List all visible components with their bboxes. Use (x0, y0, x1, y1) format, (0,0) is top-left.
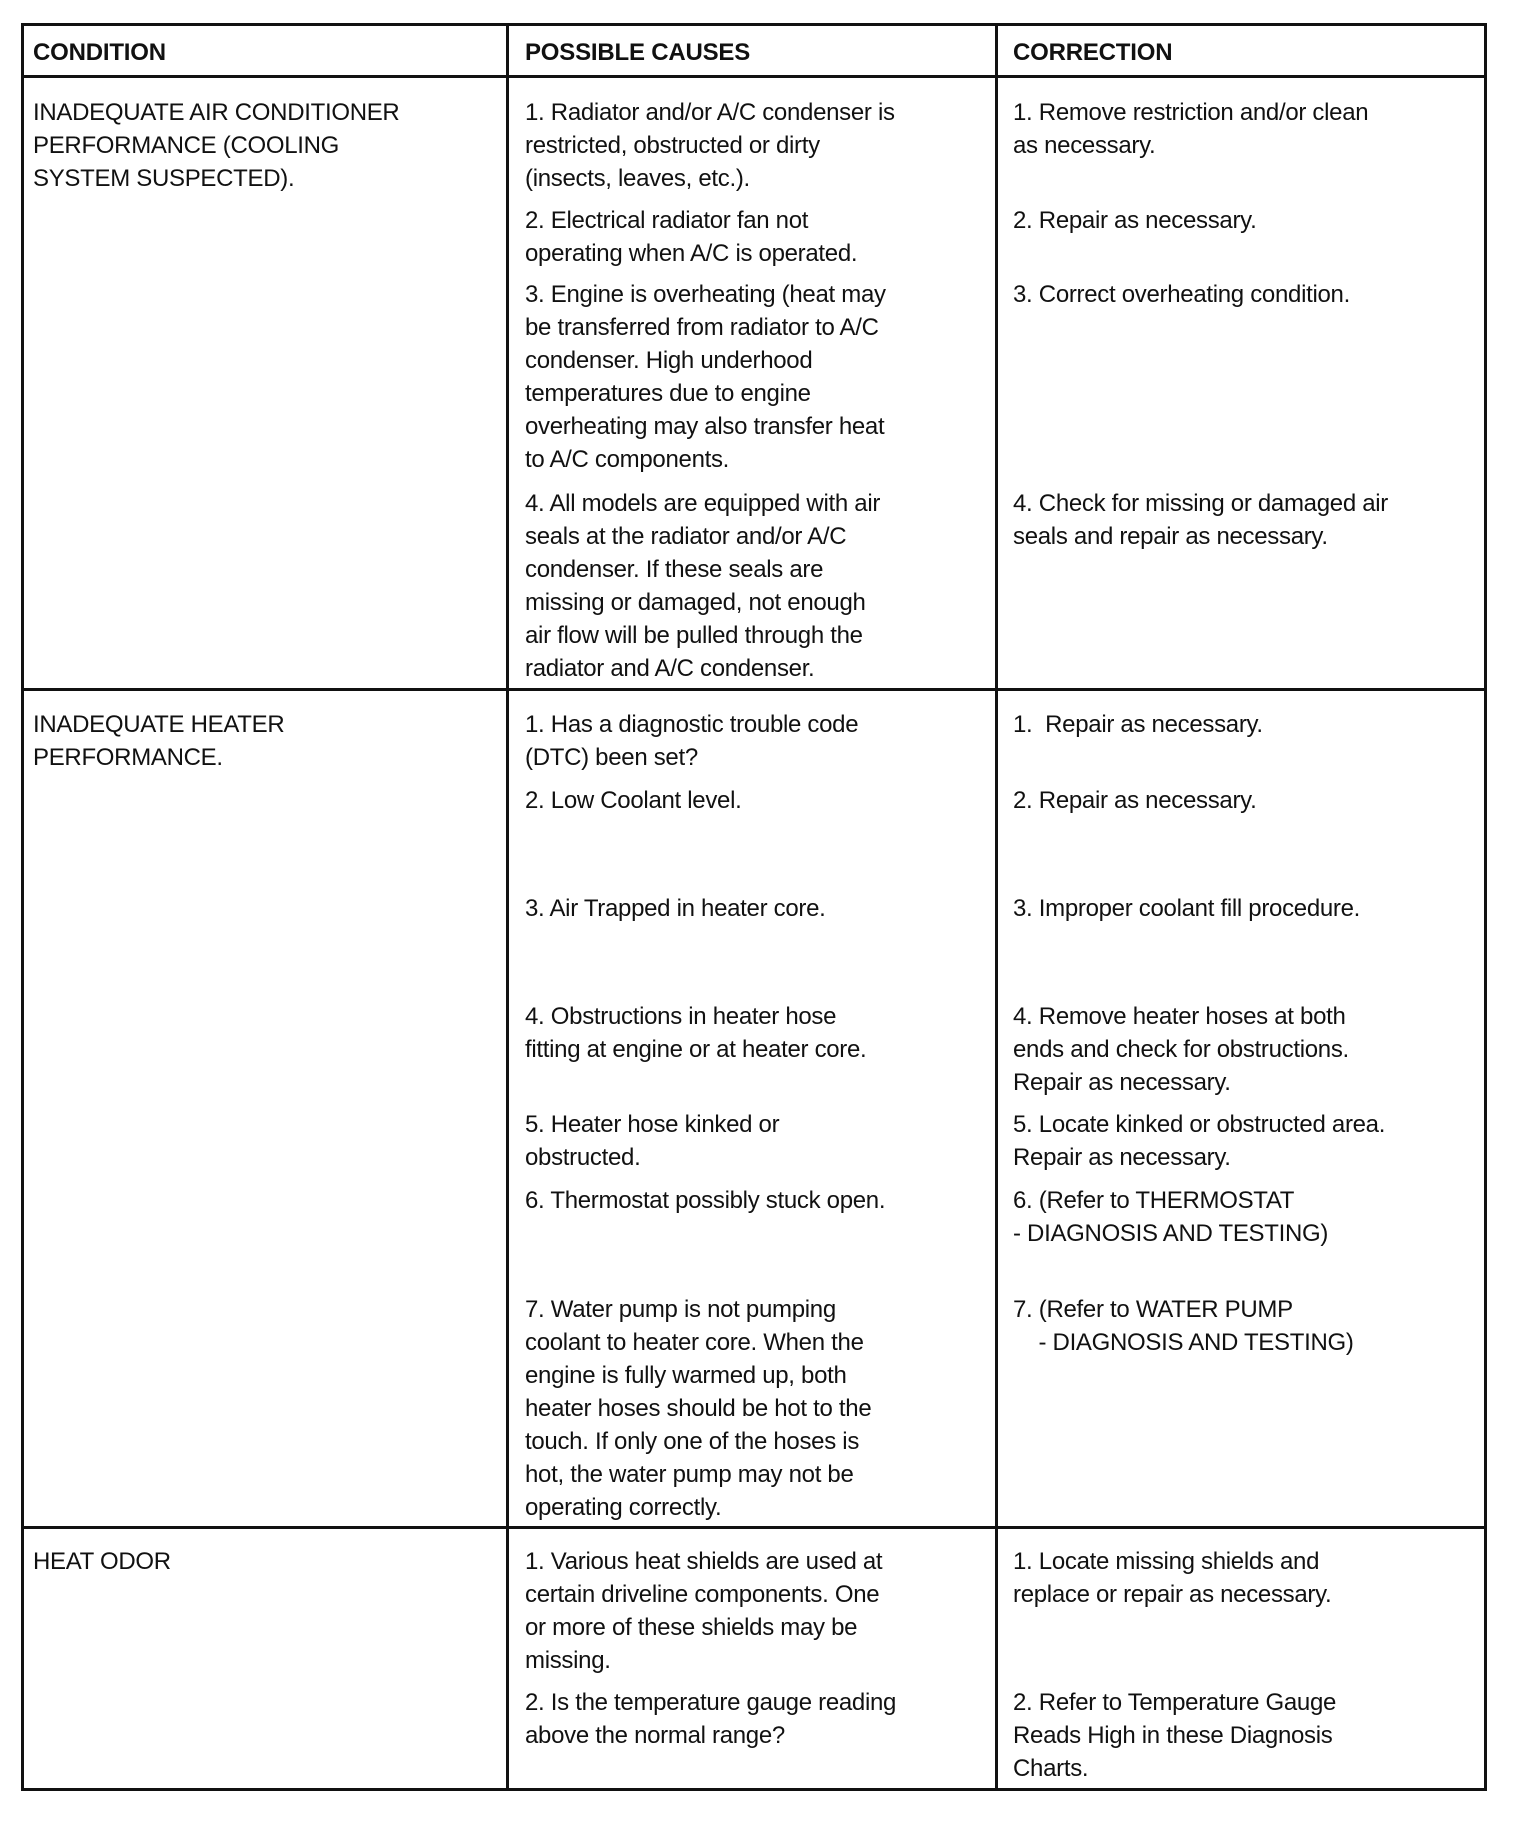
cause-item: 1. Radiator and/or A/C condenser is restricted, obstructed or dirty (insects, leaves, etc.). (525, 99, 895, 192)
correction-item: 1. Repair as necessary. (1013, 711, 1263, 738)
correction-item: 7. (Refer to WATER PUMP - DIAGNOSIS AND TESTING) (1013, 1296, 1354, 1356)
cause-item: 4. Obstructions in heater hose fitting at engine or at heater core. (525, 1003, 867, 1063)
correction-item: 1. Locate missing shields and replace or repair as necessary. (1013, 1548, 1332, 1608)
correction-item: 3. Improper coolant fill procedure. (1013, 895, 1361, 922)
cause-item: 2. Low Coolant level. (525, 787, 742, 814)
cause-item: 6. Thermostat possibly stuck open. (525, 1187, 886, 1214)
correction-item: 1. Remove restriction and/or clean as necessary. (1013, 99, 1369, 159)
correction-item: 5. Locate kinked or obstructed area. Repair as necessary. (1013, 1111, 1386, 1171)
correction-item: 2. Repair as necessary. (1013, 787, 1257, 814)
table-border-left (21, 23, 24, 1791)
column-divider (995, 23, 998, 1791)
correction-item: 4. Remove heater hoses at both ends and check for obstructions. Repair as necessary. (1013, 1003, 1349, 1096)
cause-item: 3. Engine is overheating (heat may be transferred from radiator to A/C condenser. High underhood temperatures due to engine overheating may also transfer heat to A/C components. (525, 281, 886, 473)
header-correction: CORRECTION (1013, 39, 1173, 66)
header-divider (21, 75, 1487, 78)
cause-item: 3. Air Trapped in heater core. (525, 895, 826, 922)
row-divider (21, 1526, 1487, 1529)
correction-item: 2. Refer to Temperature Gauge Reads High in these Diagnosis Charts. (1013, 1689, 1337, 1782)
cause-item: 7. Water pump is not pumping coolant to heater core. When the engine is fully warmed up, both heater hoses should be hot to the touch. If only one of the hoses is hot, the water pump may not be operating correctly. (525, 1296, 872, 1521)
row-divider (21, 688, 1487, 691)
condition-cell: INADEQUATE HEATER PERFORMANCE. (33, 711, 285, 771)
column-divider (506, 23, 509, 1791)
condition-cell: INADEQUATE AIR CONDITIONER PERFORMANCE (COOLING SYSTEM SUSPECTED). (33, 99, 400, 192)
cause-item: 4. All models are equipped with air seals at the radiator and/or A/C condenser. If these seals are missing or damaged, not enough air flow will be pulled through the radiator and A/C condenser. (525, 490, 881, 682)
correction-item: 4. Check for missing or damaged air seals and repair as necessary. (1013, 490, 1389, 550)
header-condition: CONDITION (33, 39, 166, 66)
table-border-right (1484, 23, 1487, 1791)
table-border-bottom (21, 1788, 1487, 1791)
correction-item: 2. Repair as necessary. (1013, 207, 1257, 234)
cause-item: 1. Various heat shields are used at certain driveline components. One or more of these shields may be missing. (525, 1548, 883, 1674)
correction-item: 3. Correct overheating condition. (1013, 281, 1350, 308)
header-possible-causes: POSSIBLE CAUSES (525, 39, 751, 66)
condition-cell: HEAT ODOR (33, 1548, 171, 1575)
correction-item: 6. (Refer to THERMOSTAT - DIAGNOSIS AND TESTING) (1013, 1187, 1329, 1247)
cause-item: 2. Electrical radiator fan not operating when A/C is operated. (525, 207, 858, 267)
cause-item: 5. Heater hose kinked or obstructed. (525, 1111, 780, 1171)
cause-item: 2. Is the temperature gauge reading above the normal range? (525, 1689, 897, 1749)
table-border-top (21, 23, 1487, 26)
cause-item: 1. Has a diagnostic trouble code (DTC) been set? (525, 711, 859, 771)
